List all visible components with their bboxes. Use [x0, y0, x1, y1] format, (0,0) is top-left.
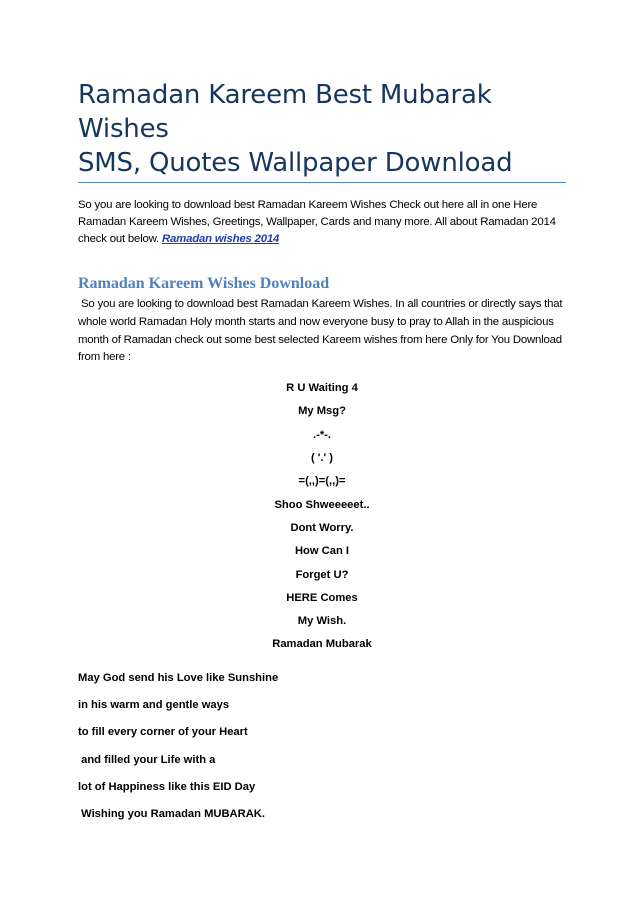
poem-line: Forget U? — [295, 568, 349, 581]
poem-line: Shoo Shweeeeet.. — [274, 498, 370, 511]
verse-line: and filled your Life with a — [78, 753, 216, 766]
poem-line: Ramadan Mubarak — [272, 638, 372, 651]
intro-paragraph — [78, 197, 566, 248]
verse-line: May God send his Love like Sunshine — [78, 671, 279, 684]
document-page — [78, 78, 566, 829]
section-body — [78, 296, 566, 367]
poem-line: R U Waiting 4 — [286, 382, 358, 395]
poem-line: How Can I — [294, 545, 350, 558]
section-body-text: So you are looking to download best Ramadan Kareem Wishes. In all countries or directly says that whole world Ramadan Holy month starts and now everyone busy to pray to Allah in the auspicious month of Ramadan check out some best selected Kareem wishes from here Only for You Download from here : — [78, 298, 563, 364]
title-line-1: Ramadan Kareem Best Mubarak Wishes — [78, 80, 492, 144]
section-heading: Ramadan Kareem Wishes Download — [78, 275, 330, 292]
poem-line: ( '.' ) — [310, 452, 334, 465]
wish-verse — [78, 665, 566, 829]
poem-line: .-*-. — [312, 428, 332, 441]
verse-line: Wishing you Ramadan MUBARAK. — [78, 808, 265, 821]
poem-line: Dont Worry. — [290, 521, 354, 534]
verse-line: to fill every corner of your Heart — [78, 726, 248, 739]
poem-line: My Wish. — [297, 615, 347, 628]
centered-poem — [78, 377, 566, 657]
title-line-2: SMS, Quotes Wallpaper Download — [78, 148, 513, 178]
verse-line: lot of Happiness like this EID Day — [78, 780, 256, 793]
ramadan-wishes-link[interactable]: Ramadan wishes 2014 — [161, 233, 280, 245]
poem-line: My Msg? — [298, 405, 346, 418]
poem-line: HERE Comes — [286, 591, 358, 604]
poem-line: =(,,)=(,,)= — [298, 475, 346, 488]
intro-text: So you are looking to download best Ramadan Kareem Wishes Check out here all in one Here Ramadan Kareem Wishes, Greetings, Wallpaper, Cards and many more. All about Ramadan 2014 check out below. — [78, 199, 556, 245]
verse-line: in his warm and gentle ways — [78, 699, 230, 712]
page-title — [78, 78, 566, 183]
